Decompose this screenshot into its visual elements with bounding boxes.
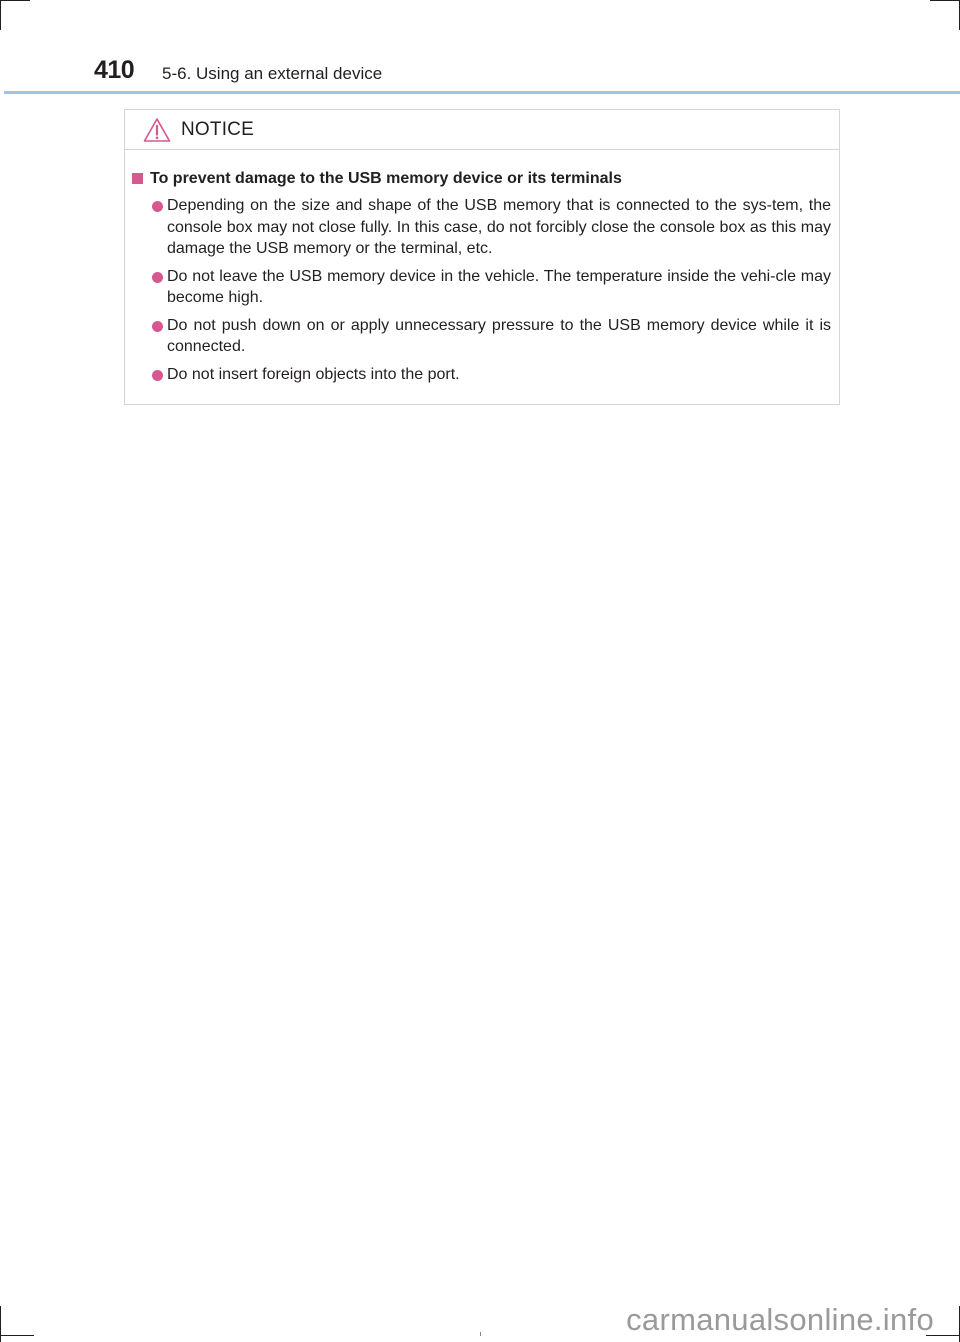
list-item-text: Do not push down on or apply unnecessary pressure to the USB memory device while it is connected. <box>167 316 831 355</box>
notice-box <box>124 109 840 405</box>
crop-mark <box>0 1306 1 1342</box>
page-header <box>0 52 960 92</box>
list-item <box>125 266 839 309</box>
notice-title: NOTICE <box>181 119 254 140</box>
circle-bullet-icon <box>152 201 163 212</box>
warning-triangle-icon <box>143 117 171 143</box>
list-item-text: Do not insert foreign objects into the port. <box>167 365 460 383</box>
crop-mark <box>0 1335 34 1336</box>
notice-subheading <box>125 168 839 190</box>
circle-bullet-icon <box>152 272 163 283</box>
center-tick <box>480 1332 481 1336</box>
list-item <box>125 315 839 358</box>
notice-list <box>125 195 839 385</box>
header-rule <box>4 91 960 94</box>
crop-mark <box>0 0 1 30</box>
list-item-text: Do not leave the USB memory device in the vehicle. The temperature inside the vehi-cle may become high. <box>167 267 831 306</box>
list-item <box>125 195 839 260</box>
subheading-text: To prevent damage to the USB memory device or its terminals <box>150 170 622 187</box>
notice-body <box>125 168 839 385</box>
crop-mark <box>0 0 30 1</box>
crop-mark <box>930 0 960 1</box>
list-item <box>125 364 839 386</box>
circle-bullet-icon <box>152 370 163 381</box>
notice-header <box>125 110 839 150</box>
section-title: 5-6. Using an external device <box>162 64 383 83</box>
page-number: 410 <box>94 56 135 84</box>
circle-bullet-icon <box>152 321 163 332</box>
watermark: carmanualsonline.info <box>626 1302 934 1337</box>
list-item-text: Depending on the size and shape of the USB memory that is connected to the sys-tem, the console box may not close fully. In this case, do not forcibly close the console box as this may damage the USB memory or the terminal, etc. <box>167 197 831 257</box>
square-bullet-icon <box>132 173 143 184</box>
